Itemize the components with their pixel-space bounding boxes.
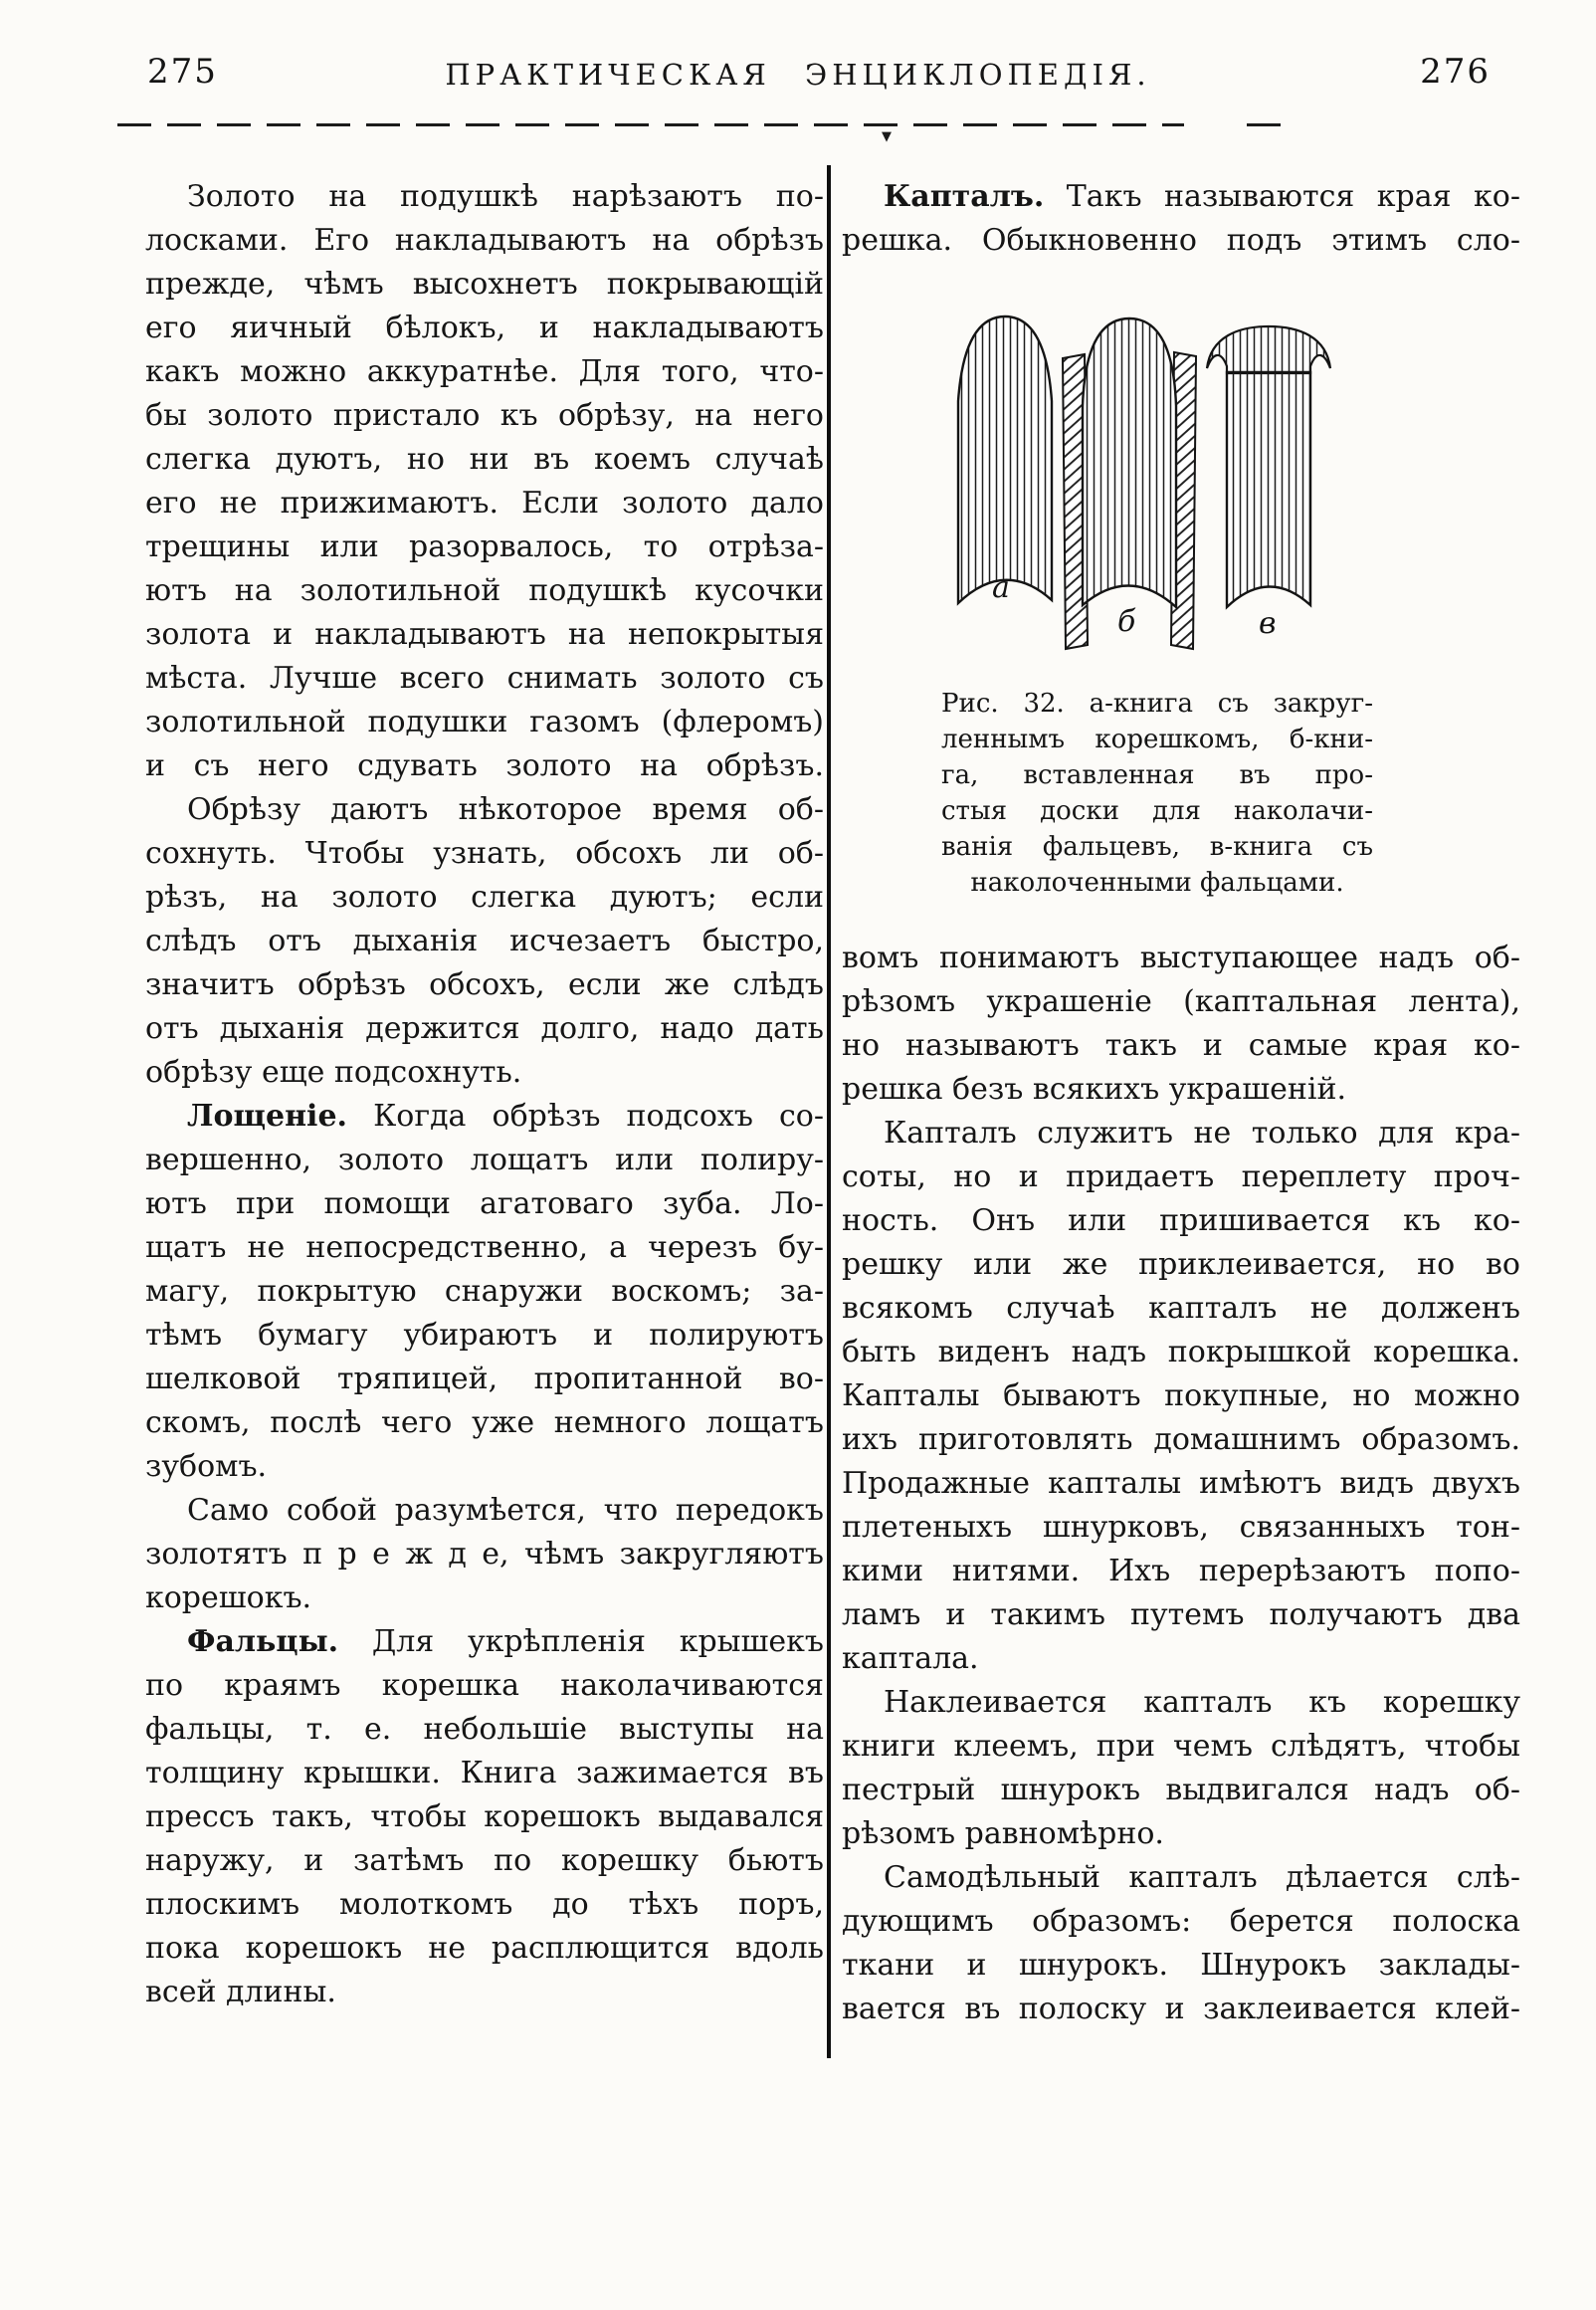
text-line: рѣзъ, на золото слегка дуютъ; если <box>145 880 824 915</box>
text-line: Лощеніе. Когда обрѣзъ подсохъ со- <box>187 1099 824 1134</box>
text-line: ихъ приготовлять домашнимъ образомъ. <box>842 1422 1520 1457</box>
text-line: стыя доски для наколачи- <box>941 796 1373 826</box>
text-line: рѣзомъ равномѣрно. <box>842 1816 1164 1851</box>
text-line: всей длины. <box>145 1975 336 2009</box>
text-line: быть виденъ надъ покрышкой корешка. <box>842 1335 1520 1369</box>
text-line: решку или же приклеивается, но во <box>842 1247 1520 1282</box>
text-line: решка. Обыкновенно подъ этимъ сло- <box>842 223 1520 258</box>
text-line: Рис. 32. а-книга съ закруг- <box>941 689 1373 719</box>
left-page-number: 275 <box>147 52 218 92</box>
paragraph <box>842 1681 1520 1856</box>
text-line: книги клеемъ, при чемъ слѣдятъ, чтобы <box>842 1729 1520 1764</box>
text-line: ванія фальцевъ, в-книга съ <box>941 832 1373 862</box>
right-text-column <box>842 175 1520 2031</box>
text-line: ютъ при помощи агатоваго зуба. Ло- <box>145 1186 824 1221</box>
text-line: ютъ на золотильной подушкѣ кусочки <box>145 573 824 608</box>
text-line: и съ него сдувать золото на обрѣзъ. <box>145 748 824 783</box>
figure-caption <box>941 686 1373 901</box>
book-spine-a <box>958 316 1052 605</box>
text-line: по краямъ корешка наколачиваются <box>145 1668 824 1703</box>
text-line: Капталы бываютъ покупные, но можно <box>842 1378 1520 1413</box>
text-line: ность. Онъ или пришивается къ ко- <box>842 1203 1520 1238</box>
text-line: фальцы, т. е. небольшіе выступы на <box>145 1712 824 1747</box>
header-rule <box>117 123 1184 126</box>
text-line: Капталъ. Такъ называются края ко- <box>884 179 1520 214</box>
text-line: толщину крышки. Книга зажимается въ <box>145 1756 824 1790</box>
text-line: трещины или разорвалось, то отрѣза- <box>145 529 824 564</box>
text-line: но называютъ такъ и самые края ко- <box>842 1028 1520 1063</box>
paragraph <box>145 1489 824 1620</box>
text-line: бы золото пристало къ обрѣзу, на него <box>145 398 824 433</box>
text-line: его яичный бѣлокъ, и накладываютъ <box>145 311 824 345</box>
text-line: всякомъ случаѣ капталъ не долженъ <box>842 1291 1520 1326</box>
text-line: золота и накладываютъ на непокрытыя <box>145 617 824 652</box>
text-line: наколоченными фальцами. <box>970 868 1344 898</box>
column-divider <box>827 165 831 2058</box>
paragraph <box>842 937 1520 1112</box>
paragraph <box>145 788 824 1095</box>
text-line: тѣмъ бумагу убираютъ и полируютъ <box>145 1318 824 1353</box>
text-line: золотятъ п р е ж д е, чѣмъ закругляютъ <box>145 1537 824 1572</box>
paragraph <box>941 686 1373 901</box>
text-line: плетеныхъ шнурковъ, связанныхъ тон- <box>842 1510 1520 1545</box>
left-text-column <box>145 175 824 2014</box>
text-line: соты, но и придаетъ переплету проч- <box>842 1159 1520 1194</box>
text-line: каптала. <box>842 1641 979 1676</box>
text-line: пока корешокъ не расплющится вдоль <box>145 1931 824 1966</box>
text-line: ламъ и такимъ путемъ получаютъ два <box>842 1597 1520 1632</box>
text-line: Обрѣзу даютъ нѣкоторое время об- <box>187 792 824 827</box>
text-line: плоскимъ молоткомъ до тѣхъ поръ, <box>145 1887 824 1922</box>
text-line: вомъ понимаютъ выступающее надъ об- <box>842 941 1520 975</box>
text-line: ткани и шнурокъ. Шнурокъ заклады- <box>842 1948 1520 1983</box>
paragraph <box>145 175 824 788</box>
text-line: Само собой разумѣется, что передокъ <box>187 1493 824 1528</box>
text-line: шелковой тряпицей, пропитанной во- <box>145 1362 824 1396</box>
right-column-top-text <box>842 175 1520 263</box>
paragraph <box>842 1112 1520 1681</box>
text-line: отъ дыханія держится долго, надо дать <box>145 1011 824 1046</box>
text-line: наружу, и затѣмъ по корешку бьютъ <box>145 1843 824 1878</box>
text-line: прессъ такъ, чтобы корешокъ выдавался <box>145 1799 824 1834</box>
text-line: корешокъ. <box>145 1580 312 1615</box>
text-line: пестрый шнурокъ выдвигался надъ об- <box>842 1773 1520 1807</box>
figure-illustration <box>930 307 1348 668</box>
spine-label-v: в <box>1259 606 1277 641</box>
text-line: скомъ, послѣ чего уже немного лощатъ <box>145 1405 824 1440</box>
text-line: магу, покрытую снаружи воскомъ; за- <box>145 1274 824 1309</box>
right-column-bottom-text <box>842 937 1520 2031</box>
book-spines-drawing <box>930 307 1348 655</box>
text-line: вается въ полоску и заклеивается клей- <box>842 1992 1520 2026</box>
text-line: Продажные капталы имѣютъ видъ двухъ <box>842 1466 1520 1501</box>
text-line: леннымъ корешкомъ, б-кни- <box>941 725 1373 754</box>
text-line: прежде, чѣмъ высохнетъ покрывающій <box>145 267 824 302</box>
paragraph <box>842 1856 1520 2031</box>
text-line: его не прижимаютъ. Если золото дало <box>145 486 824 521</box>
header-rule-fragment <box>1247 123 1293 126</box>
text-line: кими нитями. Ихъ перерѣзаютъ попо- <box>842 1554 1520 1588</box>
text-line: обрѣзу еще подсохнуть. <box>145 1055 522 1090</box>
spine-label-a: а <box>992 570 1010 605</box>
book-spine-b <box>1063 318 1196 649</box>
paragraph <box>145 1095 824 1489</box>
text-line: слегка дуютъ, но ни въ коемъ случаѣ <box>145 442 824 477</box>
text-line: дующимъ образомъ: берется полоска <box>842 1904 1520 1939</box>
text-line: зубомъ. <box>145 1449 268 1484</box>
printer-mark-icon: ▼ <box>882 129 892 144</box>
text-line: решка безъ всякихъ украшеній. <box>842 1072 1346 1107</box>
text-line: мѣста. Лучше всего снимать золото съ <box>145 661 824 696</box>
spine-label-b: б <box>1117 604 1136 639</box>
text-line: Фальцы. Для укрѣпленія крышекъ <box>187 1624 824 1659</box>
text-line: Наклеивается капталъ къ корешку <box>884 1685 1520 1720</box>
page-title: ПРАКТИЧЕСКАЯ ЭНЦИКЛОПЕДІЯ. <box>445 58 1151 92</box>
book-spine-v <box>1207 326 1330 641</box>
paragraph <box>145 1620 824 2014</box>
text-line: золотильной подушки газомъ (флеромъ) <box>145 705 824 739</box>
text-line: Самодѣльный капталъ дѣлается слѣ- <box>884 1860 1520 1895</box>
text-line: значитъ обрѣзъ обсохъ, если же слѣдъ <box>145 967 824 1002</box>
text-line: сохнуть. Чтобы узнать, обсохъ ли об- <box>145 836 824 871</box>
text-line: какъ можно аккуратнѣе. Для того, что- <box>145 354 824 389</box>
text-line: вершенно, золото лощатъ или полиру- <box>145 1143 824 1177</box>
right-page-number: 276 <box>1420 52 1491 92</box>
text-line: Капталъ служитъ не только для кра- <box>884 1116 1520 1151</box>
text-line: га, вставленная въ про- <box>941 760 1373 790</box>
text-line: лосками. Его накладываютъ на обрѣзъ <box>145 223 824 258</box>
text-line: рѣзомъ украшеніе (каптальная лента), <box>842 984 1520 1019</box>
paragraph <box>842 175 1520 263</box>
text-line: щатъ не непосредственно, а черезъ бу- <box>145 1230 824 1265</box>
text-line: Золото на подушкѣ нарѣзаютъ по- <box>187 179 824 214</box>
text-line: слѣдъ отъ дыханія исчезаетъ быстро, <box>145 924 824 958</box>
